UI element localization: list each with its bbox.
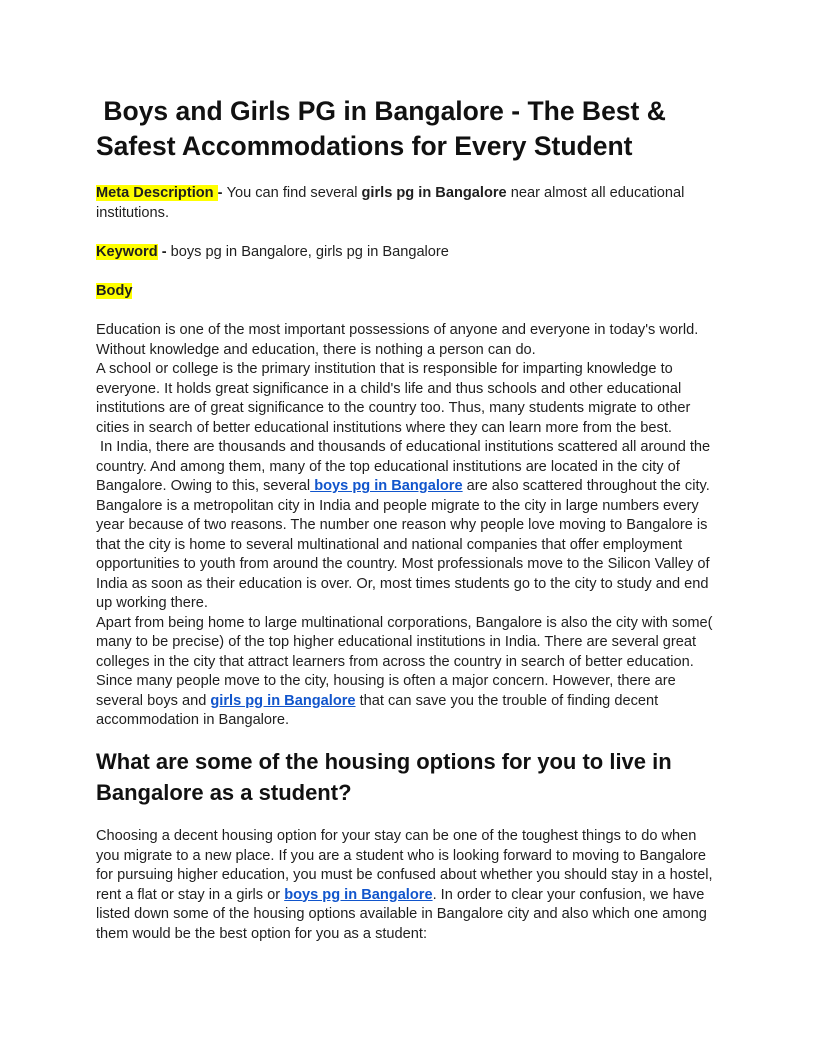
text-line: opportunities to youth from around the country. Most professionals move to the Silicon Valley of — [96, 556, 710, 572]
dash: - — [157, 244, 171, 260]
meta-description — [96, 184, 684, 223]
text-line: colleges in the city that attract learners from across the country in search of better education. — [96, 653, 694, 670]
text: near almost all educational — [506, 185, 685, 201]
text-line: year because of two reasons. The number one reason why people love moving to Bangalore is — [96, 517, 708, 533]
boys-pg-link[interactable]: boys pg in Bangalore — [284, 886, 433, 903]
section-heading — [96, 746, 672, 808]
text-line: A school or college is the primary institution that is responsible for imparting knowledge to — [96, 361, 673, 377]
keyword-line — [96, 243, 449, 263]
text-line: Since many people move to the city, housing is often a major concern. However, there are — [96, 673, 676, 689]
text-line: for pursuing higher education, you must be confused about whether you should stay in a hostel, — [96, 867, 713, 883]
text-line: Bangalore is a metropolitan city in India and people migrate to the city in large numbers every — [96, 497, 699, 514]
text: several boys and — [96, 692, 211, 709]
keyword-label: Keyword — [96, 244, 158, 260]
text-line — [96, 477, 713, 497]
meta-label: Meta Description — [96, 185, 218, 201]
keyword-text: boys pg in Bangalore, girls pg in Bangalore — [170, 244, 449, 260]
text-line: everyone. It holds great significance in a child's life and thus schools and other educational — [96, 380, 682, 397]
text-line: up working there. — [96, 595, 208, 611]
text-line: many to be precise) of the top higher educational institutions in India. There are several great — [96, 634, 697, 650]
text-line: that the city is home to several multinational and national companies that offer employment — [96, 536, 683, 553]
text: Bangalore. Owing to this, several — [96, 478, 311, 494]
body-label: Body — [96, 283, 133, 299]
boys-pg-link[interactable]: boys pg in Bangalore — [310, 478, 463, 494]
page-title — [96, 94, 796, 164]
text-line — [96, 692, 713, 712]
text-line: listed down some of the housing options available in Bangalore city and also which one among — [96, 906, 707, 922]
text: You can find several — [226, 185, 362, 201]
text: that can save you the trouble of finding decent — [355, 692, 659, 709]
title-line: Boys and Girls PG in Bangalore - The Best & — [96, 96, 666, 126]
text-line: India as soon as their education is over. Or, most times students go to the city to study and end — [96, 575, 709, 592]
text-line: Education is one of the most important possessions of anyone and everyone in today's world. — [96, 322, 699, 338]
text-line — [96, 886, 713, 906]
text-line: cities in search of better educational institutions where they can learn more from the best. — [96, 419, 672, 436]
text-line: country. And among them, many of the top educational institutions are located in the city of — [96, 458, 680, 475]
text-line: them would be the best option for you as a student: — [96, 925, 428, 942]
text: rent a flat or stay in a girls or — [96, 886, 285, 903]
text: are also scattered throughout the city. — [462, 478, 710, 494]
text-line: In India, there are thousands and thousands of educational institutions scattered all around the — [96, 439, 711, 455]
text-line: you migrate to a new place. If you are a student who is looking forward to moving to Bangalore — [96, 847, 707, 864]
heading-line: Bangalore as a student? — [96, 780, 352, 805]
text-line: accommodation in Bangalore. — [96, 712, 290, 728]
heading-line: What are some of the housing options for you to live in — [96, 749, 672, 774]
body-paragraph — [96, 321, 713, 731]
girls-pg-link[interactable]: girls pg in Bangalore — [210, 692, 356, 709]
text-line: Choosing a decent housing option for your stay can be one of the toughest things to do when — [96, 828, 697, 844]
dash: - — [217, 185, 227, 201]
text: . In order to clear your confusion, we have — [432, 886, 705, 903]
text-line: institutions are of great significance to the country too. Thus, many students migrate to other — [96, 400, 691, 416]
text-line: Without knowledge and education, there is nothing a person can do. — [96, 341, 536, 358]
bold-keyword: girls pg in Bangalore — [361, 185, 507, 201]
text: institutions. — [96, 204, 170, 221]
text-line: Apart from being home to large multinational corporations, Bangalore is also the city with some( — [96, 614, 713, 631]
body-label-line — [96, 282, 132, 302]
housing-paragraph — [96, 827, 713, 944]
title-line: Safest Accommodations for Every Student — [96, 131, 633, 161]
